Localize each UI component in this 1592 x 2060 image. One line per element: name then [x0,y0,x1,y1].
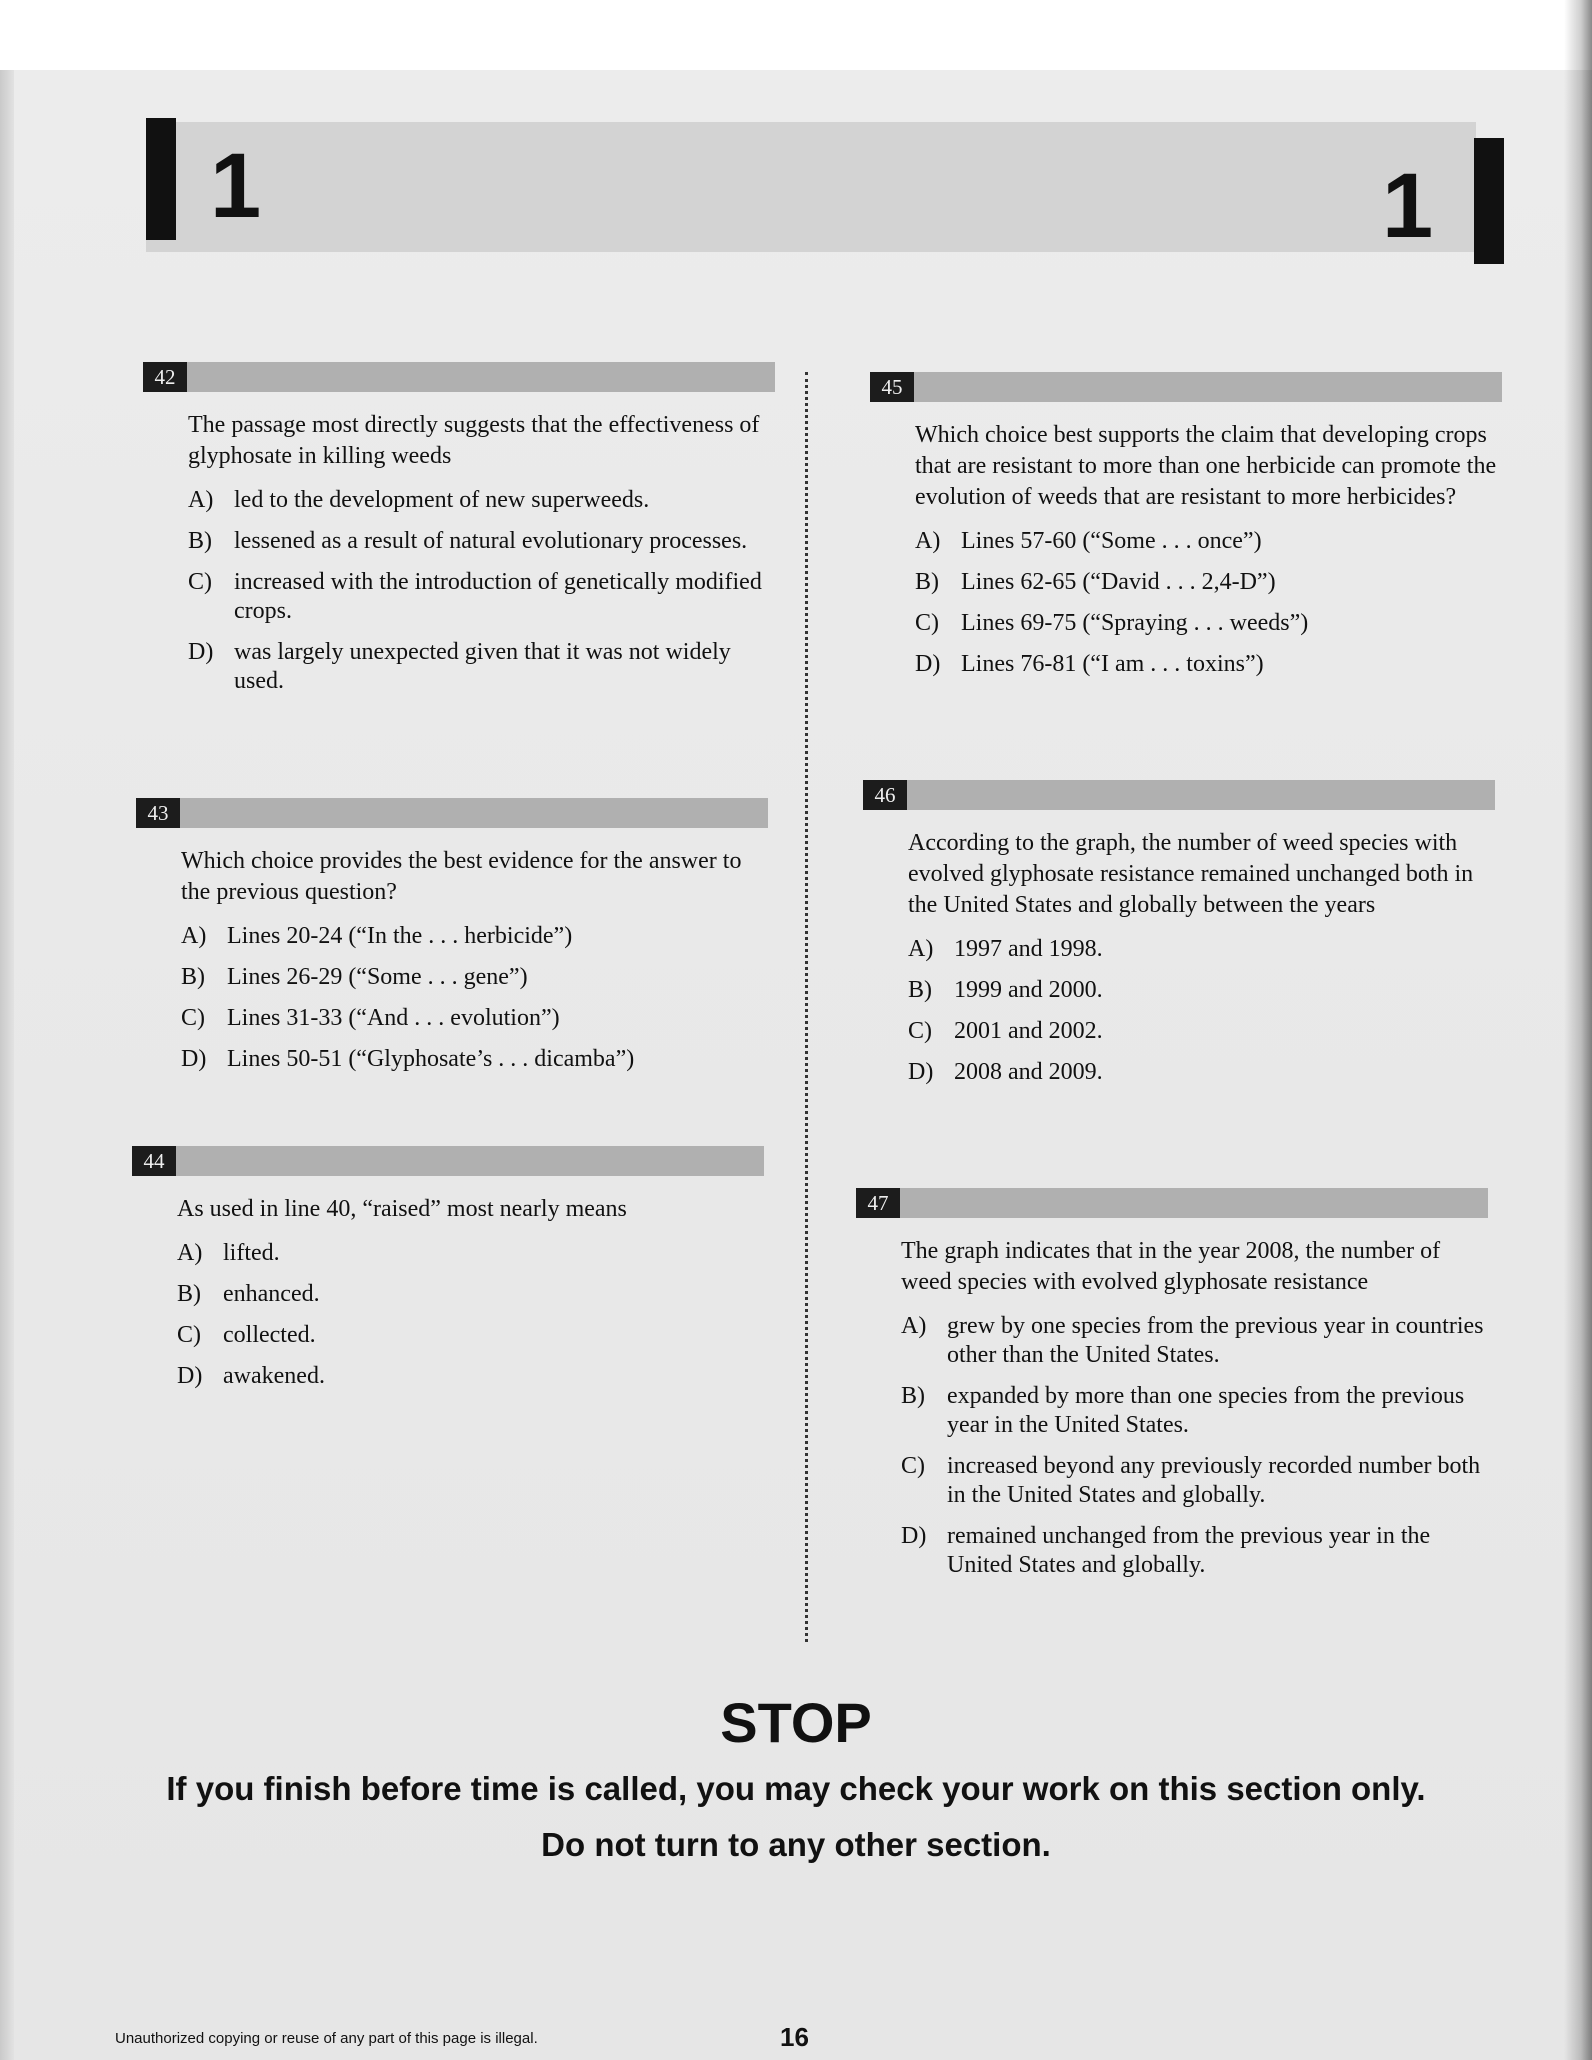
choice-letter: D) [177,1363,203,1389]
stop-heading: STOP [720,1691,872,1754]
answer-choice-a[interactable] [901,1312,1488,1370]
answer-choice-b[interactable] [901,1382,1488,1440]
question-header [856,1188,1488,1218]
choice-text: awakened. [223,1363,325,1389]
answer-choice-b[interactable] [188,527,775,556]
choice-letter: C) [181,1005,205,1031]
question-45 [870,372,1502,691]
choice-letter: B) [901,1383,925,1409]
choice-text: Lines 31-33 (“And . . . evolution”) [227,1005,560,1031]
answer-choice-a[interactable] [188,486,775,515]
question-stem: The passage most directly suggests that the effectiveness of glyphosate in killing weeds [188,412,760,469]
choice-text: Lines 20-24 (“In the . . . herbicide”) [227,923,573,949]
choice-letter: C) [188,569,212,595]
question-number: 42 [143,362,187,392]
answer-choice-c[interactable] [901,1452,1488,1510]
question-number: 47 [856,1188,900,1218]
choice-letter: D) [908,1059,934,1085]
question-number: 46 [863,780,907,810]
choice-letter: B) [188,528,212,554]
section-marker-bar-left [146,118,176,240]
choice-text: collected. [223,1322,316,1348]
question-stem: The graph indicates that in the year 2008, the number of weed species with evolved glyphosate resistance [901,1238,1441,1295]
question-stem: According to the graph, the number of weed species with evolved glyphosate resistance remained unchanged both in the United States and globally between the years [908,830,1474,918]
choice-text: increased with the introduction of genetically modified crops. [234,569,762,624]
page-number: 16 [780,2022,809,2052]
choice-letter: D) [188,639,214,665]
choice-letter: D) [915,651,941,677]
answer-choice-d[interactable] [901,1522,1488,1580]
question-43 [136,798,768,1086]
answer-choice-a[interactable] [915,527,1502,556]
question-number: 43 [136,798,180,828]
choice-text: 2001 and 2002. [954,1018,1103,1044]
choice-letter: C) [177,1322,201,1348]
choice-text: 2008 and 2009. [954,1059,1103,1085]
choice-letter: A) [177,1240,203,1266]
answer-choice-a[interactable] [181,922,768,951]
choice-letter: B) [908,977,932,1003]
choice-text: 1997 and 1998. [954,936,1103,962]
choice-text: Lines 57-60 (“Some . . . once”) [961,528,1262,554]
stop-instruction-line-2: Do not turn to any other section. [541,1826,1051,1863]
answer-choice-d[interactable] [915,650,1502,679]
question-header [870,372,1502,402]
choice-text: was largely unexpected given that it was not widely used. [234,639,731,694]
question-stem: Which choice best supports the claim that developing crops that are resistant to more than one herbicide can promote the evolution of weeds that are resistant to more herbicides? [915,422,1497,510]
question-47 [856,1188,1488,1592]
answer-choice-c[interactable] [181,1004,768,1033]
question-stem: Which choice provides the best evidence for the answer to the previous question? [181,848,742,905]
answer-choice-a[interactable] [908,935,1495,964]
section-header-band [146,122,1476,257]
section-number-left: 1 [210,135,262,237]
question-number: 45 [870,372,914,402]
choice-text: led to the development of new superweeds. [234,487,650,513]
answer-choice-c[interactable] [915,609,1502,638]
choice-letter: B) [915,569,939,595]
choice-text: remained unchanged from the previous year in the United States and globally. [947,1523,1431,1578]
column-divider [805,372,808,1642]
choice-letter: C) [908,1018,932,1044]
answer-choice-d[interactable] [177,1362,764,1391]
question-number: 44 [132,1146,176,1176]
question-44 [132,1146,764,1403]
question-42 [143,362,775,708]
choice-text: Lines 69-75 (“Spraying . . . weeds”) [961,610,1309,636]
answer-choice-d[interactable] [181,1045,768,1074]
choice-letter: C) [901,1453,925,1479]
choice-letter: A) [908,936,934,962]
answer-choice-c[interactable] [177,1321,764,1350]
choice-letter: B) [181,964,205,990]
choice-text: lifted. [223,1240,280,1266]
answer-choice-a[interactable] [177,1239,764,1268]
choice-text: Lines 76-81 (“I am . . . toxins”) [961,651,1264,677]
answer-choice-b[interactable] [177,1280,764,1309]
choice-letter: A) [188,487,214,513]
answer-choice-b[interactable] [908,976,1495,1005]
question-stem: As used in line 40, “raised” most nearly means [177,1196,627,1222]
choice-letter: D) [901,1523,927,1549]
answer-choice-d[interactable] [188,638,775,696]
choice-letter: C) [915,610,939,636]
stop-instruction-line-1: If you finish before time is called, you may check your work on this section only. [166,1770,1426,1807]
choice-text: grew by one species from the previous year in countries other than the United States. [947,1313,1484,1368]
choice-text: Lines 26-29 (“Some . . . gene”) [227,964,528,990]
choice-letter: A) [915,528,941,554]
question-header [143,362,775,392]
choice-text: Lines 62-65 (“David . . . 2,4-D”) [961,569,1276,595]
choice-letter: A) [901,1313,927,1339]
choice-text: enhanced. [223,1281,320,1307]
choice-letter: B) [177,1281,201,1307]
choice-letter: D) [181,1046,207,1072]
question-46 [863,780,1495,1099]
question-header [132,1146,764,1176]
answer-choice-d[interactable] [908,1058,1495,1087]
copyright-notice: Unauthorized copying or reuse of any part of this page is illegal. [115,2030,538,2047]
choice-text: 1999 and 2000. [954,977,1103,1003]
choice-text: expanded by more than one species from the previous year in the United States. [947,1383,1465,1438]
question-header [863,780,1495,810]
question-header [136,798,768,828]
answer-choice-b[interactable] [181,963,768,992]
choice-text: Lines 50-51 (“Glyphosate’s . . . dicamba”) [227,1046,635,1072]
section-number-right: 1 [1382,155,1434,257]
answer-choice-c[interactable] [188,568,775,626]
answer-choice-b[interactable] [915,568,1502,597]
choice-text: lessened as a result of natural evolutionary processes. [234,528,748,554]
choice-letter: A) [181,923,207,949]
answer-choice-c[interactable] [908,1017,1495,1046]
choice-text: increased beyond any previously recorded number both in the United States and globally. [947,1453,1481,1508]
section-marker-bar-right [1474,138,1504,264]
page-edge-left [0,70,14,2060]
